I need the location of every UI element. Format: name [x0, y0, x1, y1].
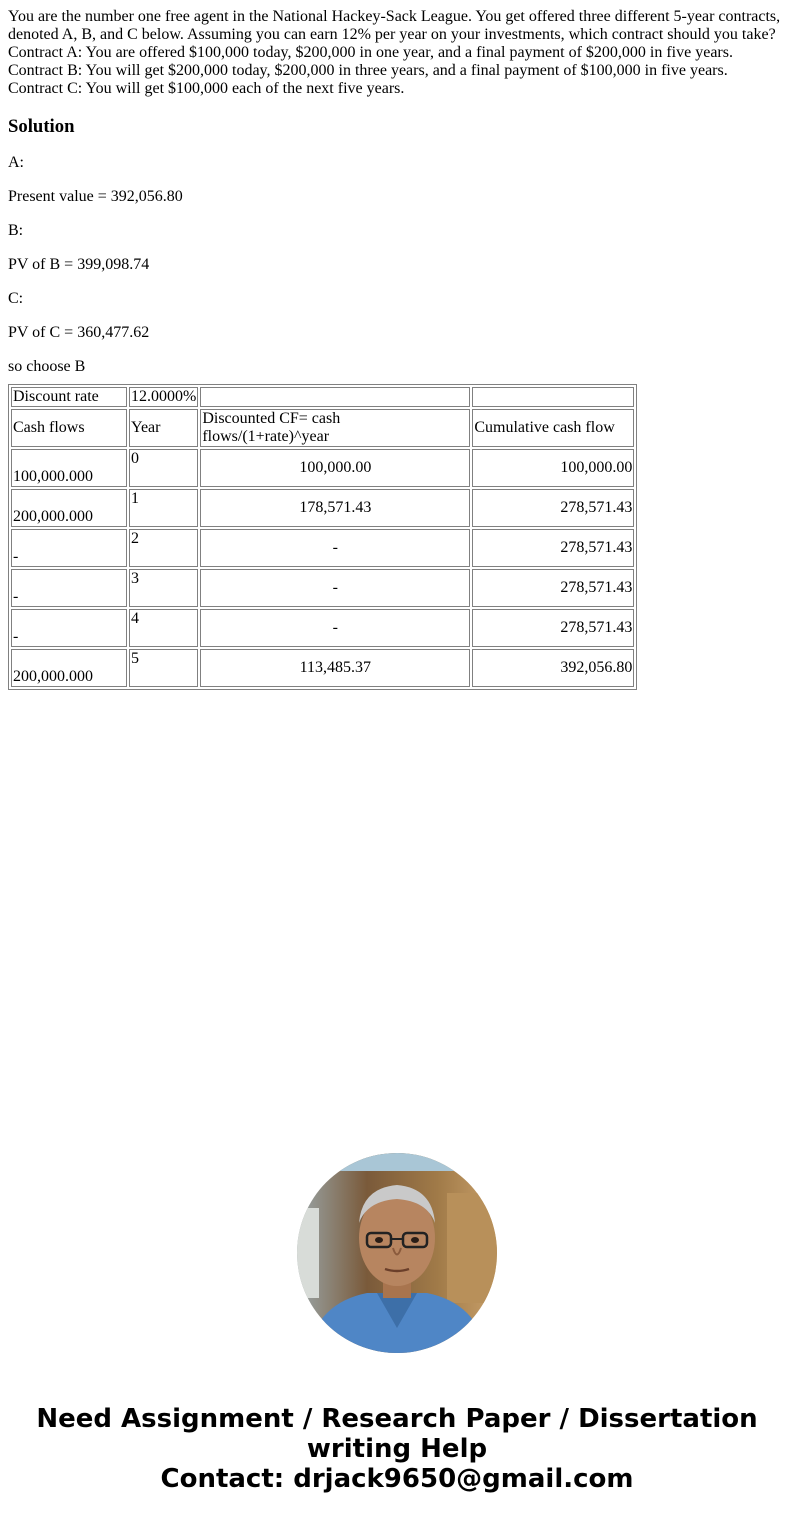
- document-body: [0, 0, 794, 690]
- conclusion: so choose B: [8, 358, 86, 375]
- discount-rate-row: [11, 387, 634, 407]
- cash-flow-cell: -: [11, 529, 127, 567]
- table-header-row: [11, 409, 634, 447]
- cash-flow-cell: -: [11, 569, 127, 607]
- table-row: [11, 569, 634, 607]
- discounted-cell: 100,000.00: [200, 449, 470, 487]
- label-a: A:: [8, 154, 24, 171]
- discounted-cell: 178,571.43: [200, 489, 470, 527]
- contract-b-text: Contract B: You will get $200,000 today, $200,000 in three years, and a final payment of $100,000 in five years.: [8, 62, 728, 79]
- solution-text: [8, 154, 786, 376]
- discounted-cell: -: [200, 529, 470, 567]
- empty-cell: [200, 387, 470, 407]
- contact-banner: [0, 1404, 794, 1494]
- avatar: [297, 1153, 497, 1353]
- banner-contact: Contact: drjack9650@gmail.com: [160, 1464, 634, 1494]
- cash-flow-cell: -: [11, 609, 127, 647]
- contract-a-text: Contract A: You are offered $100,000 today, $200,000 in one year, and a final payment of $200,000 in five years.: [8, 44, 733, 61]
- table-row: [11, 649, 634, 687]
- discounted-cell: -: [200, 569, 470, 607]
- cumulative-cell: 278,571.43: [472, 569, 634, 607]
- year-cell: 4: [129, 609, 198, 647]
- label-b: B:: [8, 222, 24, 239]
- discount-rate-label: Discount rate: [11, 387, 127, 407]
- empty-cell: [472, 387, 634, 407]
- table-row: [11, 529, 634, 567]
- year-cell: 2: [129, 529, 198, 567]
- discounted-cell: 113,485.37: [200, 649, 470, 687]
- banner-line-1: Need Assignment / Research Paper / Dissertation: [36, 1404, 758, 1434]
- header-cash-flows: Cash flows: [11, 409, 127, 447]
- cash-flow-cell: 200,000.000: [11, 489, 127, 527]
- discount-rate-value: 12.0000%: [131, 388, 197, 405]
- header-year: Year: [129, 409, 198, 447]
- contract-c-text: Contract C: You will get $100,000 each of the next five years.: [8, 80, 405, 97]
- question-intro: You are the number one free agent in the National Hackey-Sack League. You get offered three different 5-year contracts, denoted A, B, and C below. Assuming you can earn 12% per year on your investments, which contract should you take?: [8, 8, 781, 43]
- header-cumulative: Cumulative cash flow: [472, 409, 634, 447]
- cumulative-cell: 100,000.00: [472, 449, 634, 487]
- cumulative-cell: 392,056.80: [472, 649, 634, 687]
- year-cell: 5: [129, 649, 198, 687]
- cash-flow-cell: 200,000.000: [11, 649, 127, 687]
- tutor-portrait-image: [297, 1153, 497, 1353]
- pv-b: PV of B = 399,098.74: [8, 256, 150, 273]
- cumulative-cell: 278,571.43: [472, 609, 634, 647]
- solution-heading: Solution: [8, 116, 75, 137]
- pv-c: PV of C = 360,477.62: [8, 324, 150, 341]
- table-row: [11, 489, 634, 527]
- banner-line-2: writing Help: [306, 1434, 488, 1464]
- year-cell: 3: [129, 569, 198, 607]
- cumulative-cell: 278,571.43: [472, 489, 634, 527]
- year-cell: 1: [129, 489, 198, 527]
- pv-a: Present value = 392,056.80: [8, 188, 183, 205]
- table-row: [11, 609, 634, 647]
- cash-flow-cell: 100,000.000: [11, 449, 127, 487]
- table-row: [11, 449, 634, 487]
- discounted-cell: -: [200, 609, 470, 647]
- label-c: C:: [8, 290, 24, 307]
- header-discounted-cf: Discounted CF= cash flows/(1+rate)^year: [200, 409, 470, 447]
- year-cell: 0: [129, 449, 198, 487]
- question-text: [8, 8, 786, 98]
- cash-flow-table: [8, 384, 637, 690]
- cumulative-cell: 278,571.43: [472, 529, 634, 567]
